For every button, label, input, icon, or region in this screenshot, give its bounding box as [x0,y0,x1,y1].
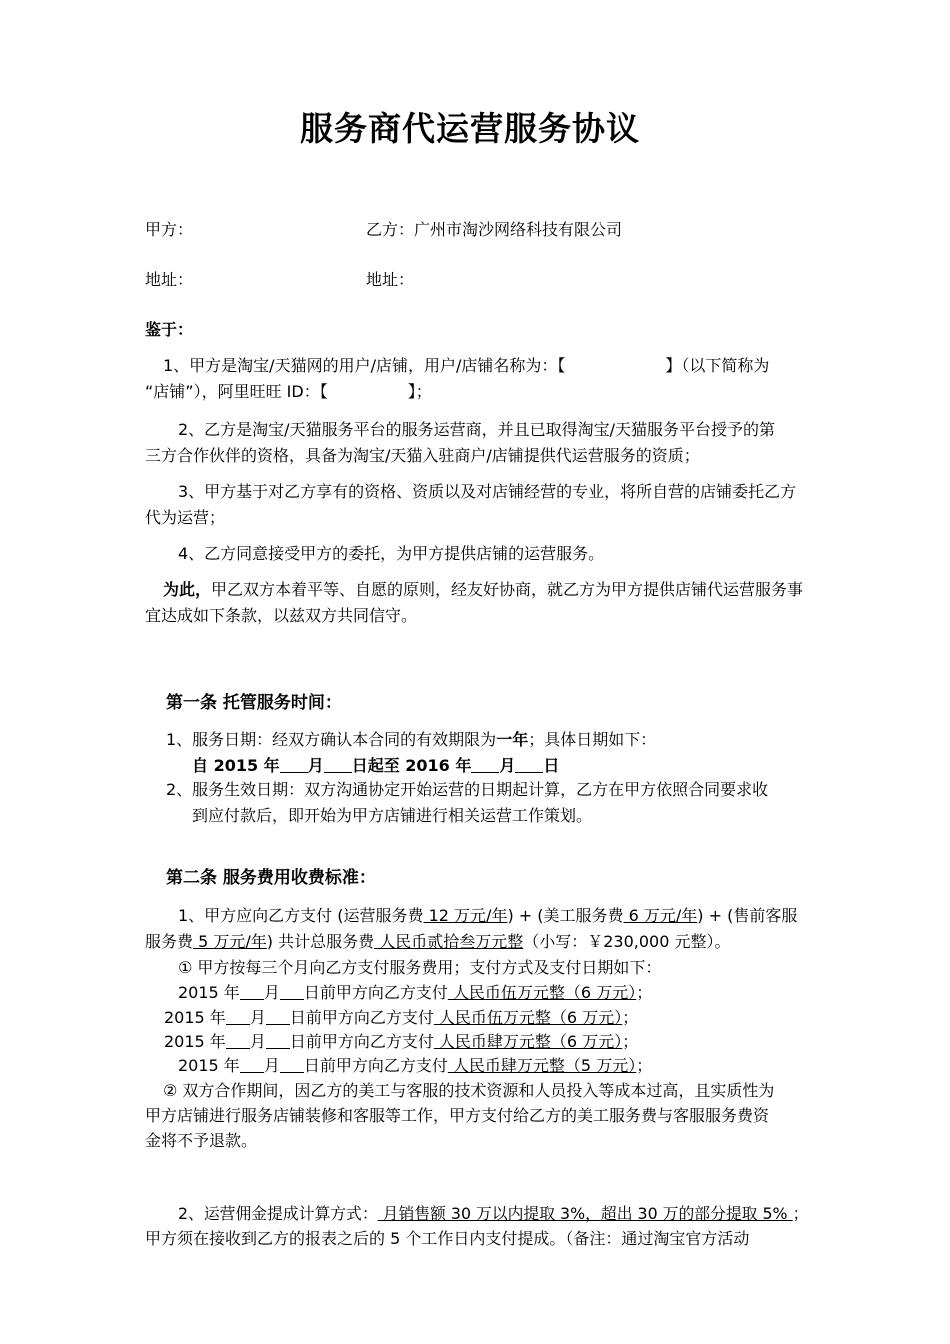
payment-text: 日前甲方向乙方支付 [303,1056,448,1075]
article-2-heading: 第二条 服务费用收费标准： [166,868,376,888]
commission-end: ； [792,1204,809,1223]
fee-text-3: ) + (售前客服 [697,906,798,925]
payment-end: ； [636,983,653,1002]
article-2-para-2-line-2: 甲方须在接收到乙方的报表之后的 5 个工作日内支付提成。（备注：通过淘宝官方活动 [145,1229,750,1248]
fee-text-1: 1、甲方应向乙方支付 (运营服务费 [178,906,424,925]
clause-2-line-2: 三方合作伙伴的资格，具备为淘宝/天猫入驻商户/店铺提供代运营服务的资质； [145,446,700,465]
article-1-term: 一年 [496,730,529,749]
payment-year: 2015 年 [178,1056,240,1075]
date-start-month: 月 [307,756,324,775]
party-a-label: 甲方： [145,220,194,239]
total-fee-words: 人民币贰拾叁万元整 [374,932,524,951]
clause-1-wangwang-end: 】； [407,382,432,401]
payment-year: 2015 年 [178,983,240,1002]
article-2-para-1-line-2 [145,934,730,950]
conclusion-line-1 [163,582,803,598]
payment-month: 月 [263,983,280,1002]
payment-month: 月 [263,1056,280,1075]
article-1-item-1-text: 1、服务日期：经双方确认本合同的有效期限为 [166,730,497,749]
payment-end: ； [622,1032,639,1051]
payment-text: 日前甲方向乙方支付 [289,1032,434,1051]
payment-text: 日前甲方向乙方支付 [303,983,448,1002]
commission-label: 2、运营佣金提成计算方式： [178,1204,378,1223]
party-b: 乙方：广州市淘沙网络科技有限公司 [366,220,623,239]
article-1-item-1 [166,732,656,748]
address-b-label: 地址： [366,270,415,289]
date-end-year: 日起至 2016 年 [351,756,472,775]
clause-2-line-1: 2、乙方是淘宝/天猫服务平台的服务运营商，并且已取得淘宝/天猫服务平台授予的第 [178,420,775,439]
payment-amount: 人民币肆万元整（5 万元） [447,1056,637,1075]
fee-text-4: 服务费 [145,932,194,951]
payment-amount: 人民币伍万元整（6 万元） [447,983,637,1002]
clause-3-line-1: 3、甲方基于对乙方享有的资格、资质以及对店铺经营的专业，将所自营的店铺委托乙方 [178,482,797,501]
conclusion-bold: 为此， [163,580,212,599]
payment-month: 月 [249,1008,266,1027]
operation-fee: 12 万元/年 [423,906,508,925]
payment-amount: 人民币肆万元整（6 万元） [433,1032,623,1051]
article-1-heading: 第一条 托管服务时间： [166,693,342,713]
article-2-sub-2-line-3: 金将不予退款。 [145,1131,258,1150]
article-1-item-1-tail: ；具体日期如下： [528,730,657,749]
article-2-para-1-line-1 [178,908,797,924]
article-2-sub-2-line-2: 甲方店铺进行服务店铺装修和客服等工作，甲方支付给乙方的美工服务费与客服服务费资 [145,1106,770,1125]
article-1-item-2-line-2: 到应付款后，即开始为甲方店铺进行相关运营工作策划。 [192,806,593,825]
conclusion-text: 甲乙双方本着平等、自愿的原则，经友好协商，就乙方为甲方提供店铺代运营服务事 [211,580,804,599]
payment-text: 日前甲方向乙方支付 [289,1008,434,1027]
clause-4: 4、乙方同意接受甲方的委托，为甲方提供店铺的运营服务。 [178,544,605,563]
fee-text-2: ) + (美工服务费 [507,906,624,925]
payment-row-1 [178,985,652,1001]
address-a-label: 地址： [145,270,194,289]
payment-row-3 [164,1034,638,1050]
date-end-month: 月 [499,756,516,775]
payment-row-2 [164,1010,638,1026]
clause-1-wangwang: “店铺”），阿里旺旺 ID：【 [145,382,328,401]
clause-1-text: 1、甲方是淘宝/天猫网的用户/店铺，用户/店铺名称为：【 [163,356,566,375]
clause-1-line-2 [145,384,432,400]
payment-schedule-intro: ① 甲方按每三个月向乙方支付服务费用；支付方式及支付日期如下： [178,958,662,977]
article-1-item-2-line-1: 2、服务生效日期：双方沟通协定开始运营的日期起计算，乙方在甲方依照合同要求收 [166,780,769,799]
design-fee: 6 万元/年 [623,906,698,925]
payment-year: 2015 年 [164,1032,226,1051]
clause-1-text-end: 】（以下简称为 [665,356,770,375]
commission-rate: 月销售额 30 万以内提取 3%，超出 30 万的部分提取 5% [377,1204,793,1223]
article-2-para-2-line-1 [178,1206,808,1222]
article-2-sub-2-line-1: ② 双方合作期间，因乙方的美工与客服的技术资源和人员投入等成本过高，且实质性为 [163,1081,775,1100]
whereas-heading: 鉴于： [145,320,194,339]
total-fee-figures: （小写：￥230,000 元整）。 [523,932,731,951]
date-end-day: 日 [543,756,560,775]
clause-3-line-2: 代为运营； [145,508,226,527]
service-fee: 5 万元/年 [193,932,267,951]
conclusion-line-2: 宜达成如下条款，以兹双方共同信守。 [145,606,418,625]
date-start-year: 自 2015 年 [192,756,280,775]
payment-year: 2015 年 [164,1008,226,1027]
fee-text-5: ) 共计总服务费 [266,932,375,951]
article-1-date-range [192,758,559,774]
payment-month: 月 [249,1032,266,1051]
payment-end: ； [636,1056,653,1075]
clause-1-line-1 [163,358,769,374]
document-title: 服务商代运营服务协议 [300,109,640,148]
payment-row-4 [178,1058,652,1074]
payment-end: ； [622,1008,639,1027]
payment-amount: 人民币伍万元整（6 万元） [433,1008,623,1027]
